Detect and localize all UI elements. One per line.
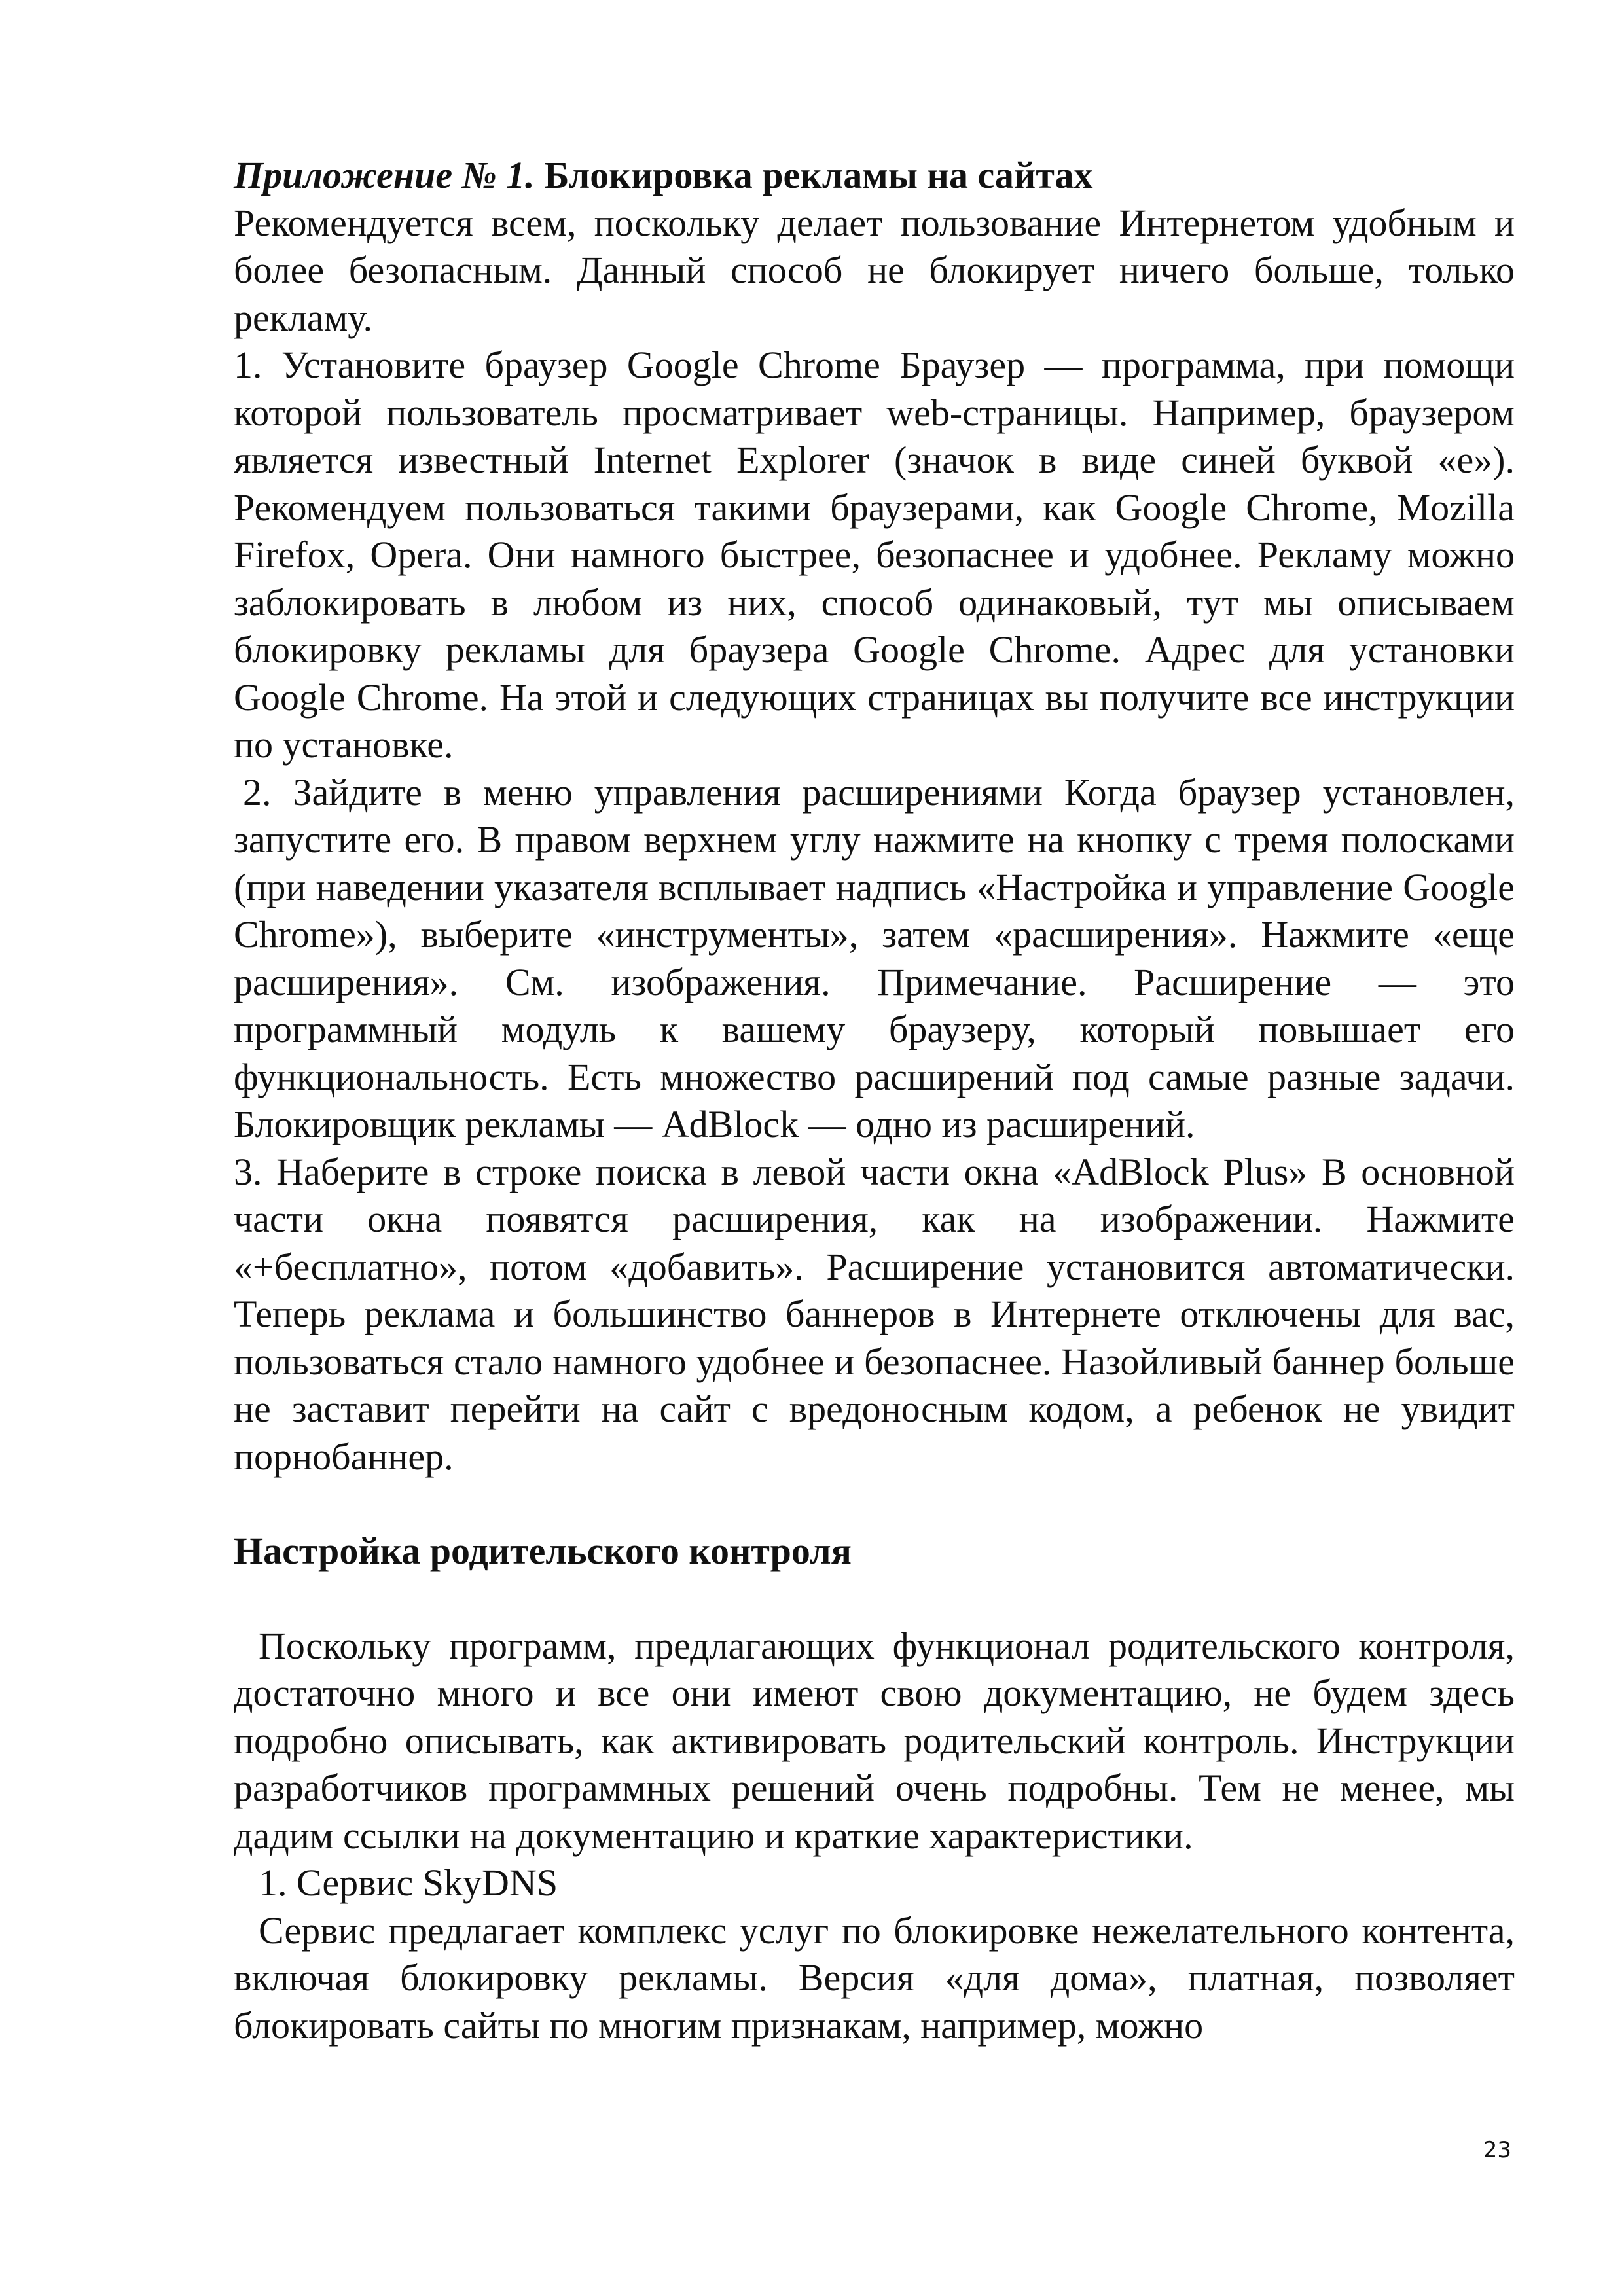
appendix-label: Приложение № 1. <box>234 154 535 196</box>
intro-paragraph: Рекомендуется всем, поскольку делает пользование Интернетом удобным и более безопасным. Данный способ не блокирует ничего больше, только рекламу. <box>234 201 1515 339</box>
step-3-paragraph: 3. Наберите в строке поиска в левой части окна «AdBlock Plus» В основной части окна появятся расширения, как на изображении. Нажмите «+бесплатно», потом «добавить». Расширение установится автоматически. Теперь реклама и большинство баннеров в Интернете отключены для вас, пользоваться стало намного удобнее и безопаснее. Назойливый баннер больше не заставит перейти на сайт с вредоносным кодом, а ребенок не увидит порнобаннер. <box>234 1150 1515 1478</box>
document-page <box>234 152 1515 2049</box>
service-list-item: 1. Сервис SkyDNS <box>259 1861 558 1904</box>
page-number: 23 <box>1483 2137 1511 2163</box>
service-description-paragraph: Сервис предлагает комплекс услуг по блокировке нежелательного контента, включая блокировку рекламы. Версия «для дома», платная, позволяет блокировать сайты по многим признакам, например, можно <box>234 1909 1515 2047</box>
parental-intro-paragraph: Поскольку программ, предлагающих функционал родительского контроля, достаточно много и все они имеют свою документацию, не будем здесь подробно описывать, как активировать родительский контроль. Инструкции разработчиков программных решений очень подробны. Тем не менее, мы дадим ссылки на документацию и краткие характеристики. <box>234 1624 1515 1857</box>
step-2-paragraph: 2. Зайдите в меню управления расширениями Когда браузер установлен, запустите его. В правом верхнем углу нажмите на кнопку с тремя полосками (при наведении указателя всплывает надпись «Настройка и управление Google Chrome»), выберите «инструменты», затем «расширения». Нажмите «еще расширения». См. изображения. Примечание. Расширение — это программный модуль к вашему браузеру, который повышает его функциональность. Есть множество расширений под самые разные задачи. Блокировщик рекламы — AdBlock — одно из расширений. <box>234 770 1515 1145</box>
parental-control-heading: Настройка родительского контроля <box>234 1530 852 1572</box>
step-1-paragraph: 1. Установите браузер Google Chrome Браузер — программа, при помощи которой пользователь просматривает web-страницы. Например, браузером является известный Internet Explorer (значок в виде синей буквой «е»). Рекомендуем пользоваться такими браузерами, как Google Chrome, Mozilla Firefox, Opera. Они намного быстрее, безопаснее и удобнее. Рекламу можно заблокировать в любом из них, способ одинаковый, тут мы описываем блокировку рекламы для браузера Google Chrome. Адрес для установки Google Chrome. На этой и следующих страницах вы получите все инструкции по установке. <box>234 344 1515 766</box>
appendix-title: Блокировка рекламы на сайтах <box>544 154 1093 196</box>
appendix-heading <box>234 152 1515 200</box>
